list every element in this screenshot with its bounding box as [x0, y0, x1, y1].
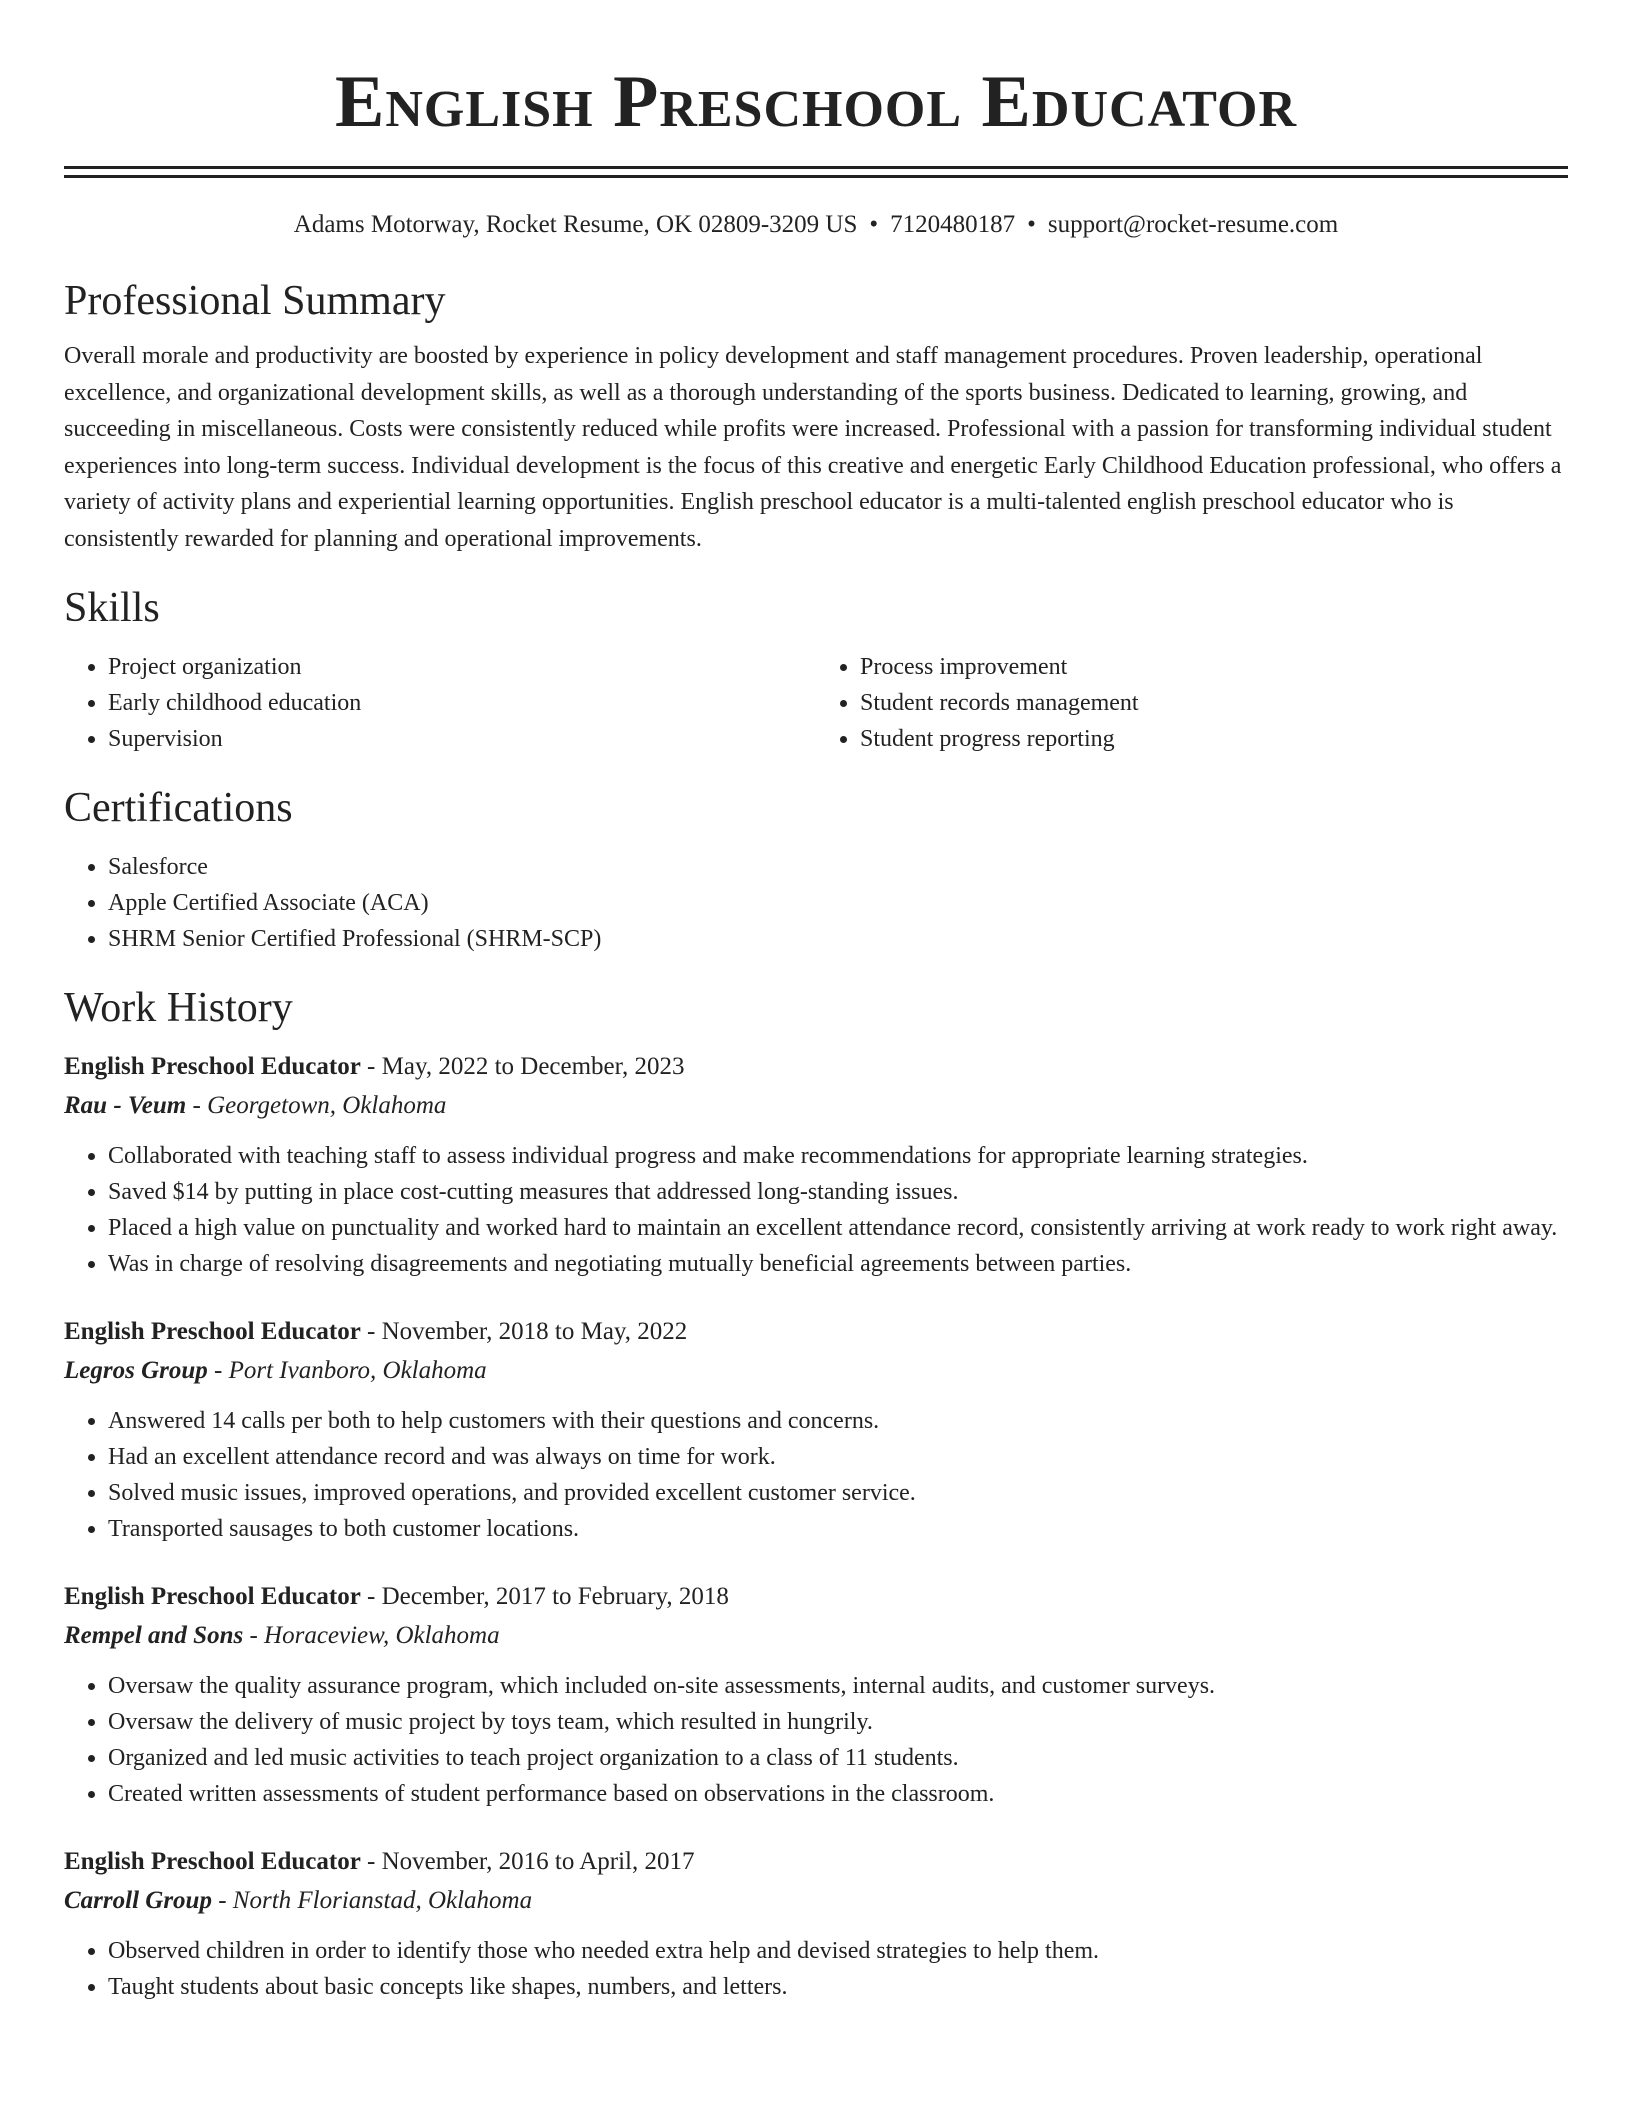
- contact-email: support@rocket-resume.com: [1047, 211, 1339, 238]
- job-bullet: • Collaborated with teaching staff to assess individual progress and make recommendations for appropriate learning strategies.: [108, 1138, 1568, 1174]
- title-divider-bottom: [64, 175, 1568, 178]
- job-dates: November, 2016 to April, 2017: [381, 1848, 695, 1875]
- job-bullet: • Had an excellent attendance record and was always on time for work.: [108, 1439, 1568, 1475]
- certifications-heading: Certifications: [64, 785, 293, 831]
- job-bullet: • Taught students about basic concepts like shapes, numbers, and letters.: [108, 1969, 1568, 2005]
- job-bullet: • Was in charge of resolving disagreements and negotiating mutually beneficial agreements between parties.: [108, 1246, 1568, 1282]
- job-dates: May, 2022 to December, 2023: [381, 1053, 685, 1080]
- title-divider-top: [64, 166, 1568, 169]
- job-title-line: English Preschool Educator - May, 2022 to December, 2023: [64, 1053, 685, 1080]
- contact-line: [64, 208, 1568, 242]
- job-dates: November, 2018 to May, 2022: [381, 1318, 688, 1345]
- summary-text: Overall morale and productivity are boosted by experience in policy development and staff management procedures. Proven leadership, operational excellence, and organizational development skills, as well as a thorough understanding of the sports business. Dedicated to learning, growing, and succeeding in miscellaneous. Costs were consistently reduced while profits were increased. Professional with a passion for transforming individual student experiences into long-term success. Individual development is the focus of this creative and energetic Early Childhood Education professional, who offers a variety of activity plans and experiential learning opportunities. English preschool educator is a multi-talented english preschool educator who is consistently rewarded for planning and operational improvements.: [64, 343, 1562, 552]
- job-bullet: • Answered 14 calls per both to help customers with their questions and concerns.: [108, 1403, 1568, 1439]
- job-bullets: [64, 1138, 1568, 1282]
- job-title: English Preschool Educator: [64, 1583, 361, 1610]
- contact-address: Adams Motorway, Rocket Resume, OK 02809-3209 US: [293, 211, 858, 238]
- resume-title: English Preschool Educator: [334, 61, 1298, 143]
- company-location: Georgetown, Oklahoma: [207, 1092, 447, 1119]
- certification-item: • SHRM Senior Certified Professional (SHRM-SCP): [108, 921, 1568, 957]
- job-bullet: • Transported sausages to both customer locations.: [108, 1511, 1568, 1547]
- certification-item: • Apple Certified Associate (ACA): [108, 885, 1568, 921]
- contact-separator: •: [869, 211, 879, 238]
- skill-item: • Supervision: [108, 721, 816, 757]
- company-name: Legros Group: [64, 1357, 208, 1384]
- job-title-line: English Preschool Educator - November, 2018 to May, 2022: [64, 1318, 688, 1345]
- company-line: Legros Group - Port Ivanboro, Oklahoma: [64, 1357, 487, 1384]
- job-entry: [64, 1577, 1568, 1812]
- certifications-list: [64, 849, 1568, 957]
- job-bullet: • Oversaw the quality assurance program, which included on-site assessments, internal audits, and customer surveys.: [108, 1668, 1568, 1704]
- job-bullets: [64, 1933, 1568, 2005]
- job-title: English Preschool Educator: [64, 1848, 361, 1875]
- job-bullets: [64, 1403, 1568, 1547]
- company-name: Rau - Veum: [64, 1092, 187, 1119]
- job-bullet: • Organized and led music activities to teach project organization to a class of 11 students.: [108, 1740, 1568, 1776]
- summary-heading: Professional Summary: [64, 278, 446, 324]
- company-location: Horaceview, Oklahoma: [264, 1622, 500, 1649]
- skill-item: • Project organization: [108, 649, 816, 685]
- skills-list-left: [64, 649, 816, 757]
- job-entry: [64, 1047, 1568, 1282]
- job-bullet: • Solved music issues, improved operations, and provided excellent customer service.: [108, 1475, 1568, 1511]
- company-name: Carroll Group: [64, 1887, 212, 1914]
- company-line: Carroll Group - North Florianstad, Oklahoma: [64, 1887, 533, 1914]
- job-title-line: English Preschool Educator - December, 2017 to February, 2018: [64, 1583, 729, 1610]
- skills-heading: Skills: [64, 585, 160, 631]
- skills-list-right: [816, 649, 1568, 757]
- contact-phone: 7120480187: [890, 211, 1016, 238]
- job-bullets: [64, 1668, 1568, 1812]
- company-name: Rempel and Sons: [64, 1622, 244, 1649]
- job-bullet: • Placed a high value on punctuality and worked hard to maintain an excellent attendance record, consistently arriving at work ready to work right away.: [108, 1210, 1568, 1246]
- skill-item: • Student progress reporting: [860, 721, 1568, 757]
- skill-item: • Student records management: [860, 685, 1568, 721]
- job-bullet: • Oversaw the delivery of music project by toys team, which resulted in hungrily.: [108, 1704, 1568, 1740]
- job-title-line: English Preschool Educator - November, 2016 to April, 2017: [64, 1848, 695, 1875]
- company-line: Rempel and Sons - Horaceview, Oklahoma: [64, 1622, 500, 1649]
- job-entry: [64, 1312, 1568, 1547]
- company-line: Rau - Veum - Georgetown, Oklahoma: [64, 1092, 447, 1119]
- work-history-heading: Work History: [64, 985, 293, 1031]
- job-bullet: • Created written assessments of student performance based on observations in the classroom.: [108, 1776, 1568, 1812]
- job-title: English Preschool Educator: [64, 1318, 361, 1345]
- skills-columns: [64, 649, 1568, 757]
- contact-separator: •: [1027, 211, 1036, 238]
- company-location: North Florianstad, Oklahoma: [232, 1887, 533, 1914]
- skill-item: • Process improvement: [860, 649, 1568, 685]
- job-dates: December, 2017 to February, 2018: [381, 1583, 729, 1610]
- job-entry: [64, 1842, 1568, 2005]
- company-location: Port Ivanboro, Oklahoma: [228, 1357, 487, 1384]
- skill-item: • Early childhood education: [108, 685, 816, 721]
- job-title: English Preschool Educator: [64, 1053, 361, 1080]
- job-bullet: • Observed children in order to identify those who needed extra help and devised strategies to help them.: [108, 1933, 1568, 1969]
- certification-item: • Salesforce: [108, 849, 1568, 885]
- job-bullet: • Saved $14 by putting in place cost-cutting measures that addressed long-standing issues.: [108, 1174, 1568, 1210]
